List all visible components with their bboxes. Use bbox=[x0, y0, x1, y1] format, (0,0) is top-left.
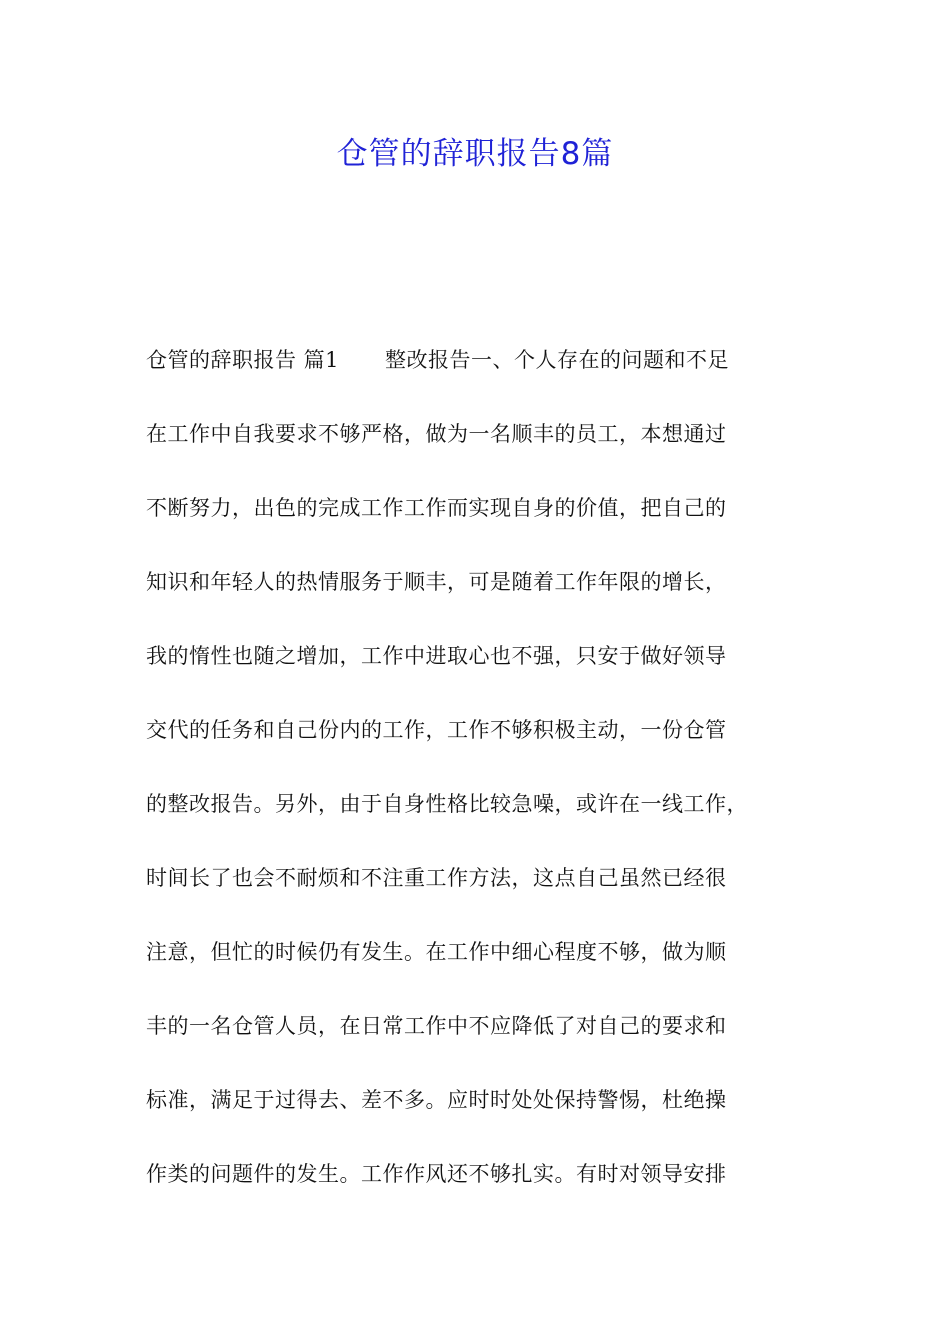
paragraph-line: 丰的一名仓管人员，在日常工作中不应降低了对自己的要求和 bbox=[146, 1014, 727, 1038]
paragraph-line: 不断努力，出色的完成工作工作而实现自身的价值，把自己的 bbox=[146, 496, 727, 520]
paragraph-line: 标准，满足于过得去、差不多。应时时处处保持警惕，杜绝操 bbox=[146, 1088, 727, 1112]
paragraph-line: 我的惰性也随之增加，工作中进取心也不强，只安于做好领导 bbox=[146, 644, 727, 668]
document-body bbox=[146, 334, 836, 1222]
section-text: 整改报告一、个人存在的问题和不足 bbox=[385, 348, 730, 372]
paragraph-line: 知识和年轻人的热情服务于顺丰，可是随着工作年限的增长， bbox=[146, 570, 727, 594]
paragraph-line: 交代的任务和自己份内的工作，工作不够积极主动，一份仓管 bbox=[146, 718, 727, 742]
document-title: 仓管的辞职报告8篇 bbox=[336, 136, 614, 172]
section-heading: 仓管的辞职报告 篇1 bbox=[146, 348, 340, 372]
paragraph-line: 注意，但忙的时候仍有发生。在工作中细心程度不够，做为顺 bbox=[146, 940, 727, 964]
paragraph-line: 时间长了也会不耐烦和不注重工作方法，这点自己虽然已经很 bbox=[146, 866, 727, 890]
paragraph-line: 的整改报告。另外，由于自身性格比较急噪，或许在一线工作， bbox=[146, 792, 748, 816]
paragraph-line: 作类的问题件的发生。工作作风还不够扎实。有时对领导安排 bbox=[146, 1162, 727, 1186]
paragraph-line bbox=[146, 334, 836, 408]
paragraph-line: 在工作中自我要求不够严格，做为一名顺丰的员工，本想通过 bbox=[146, 422, 727, 446]
